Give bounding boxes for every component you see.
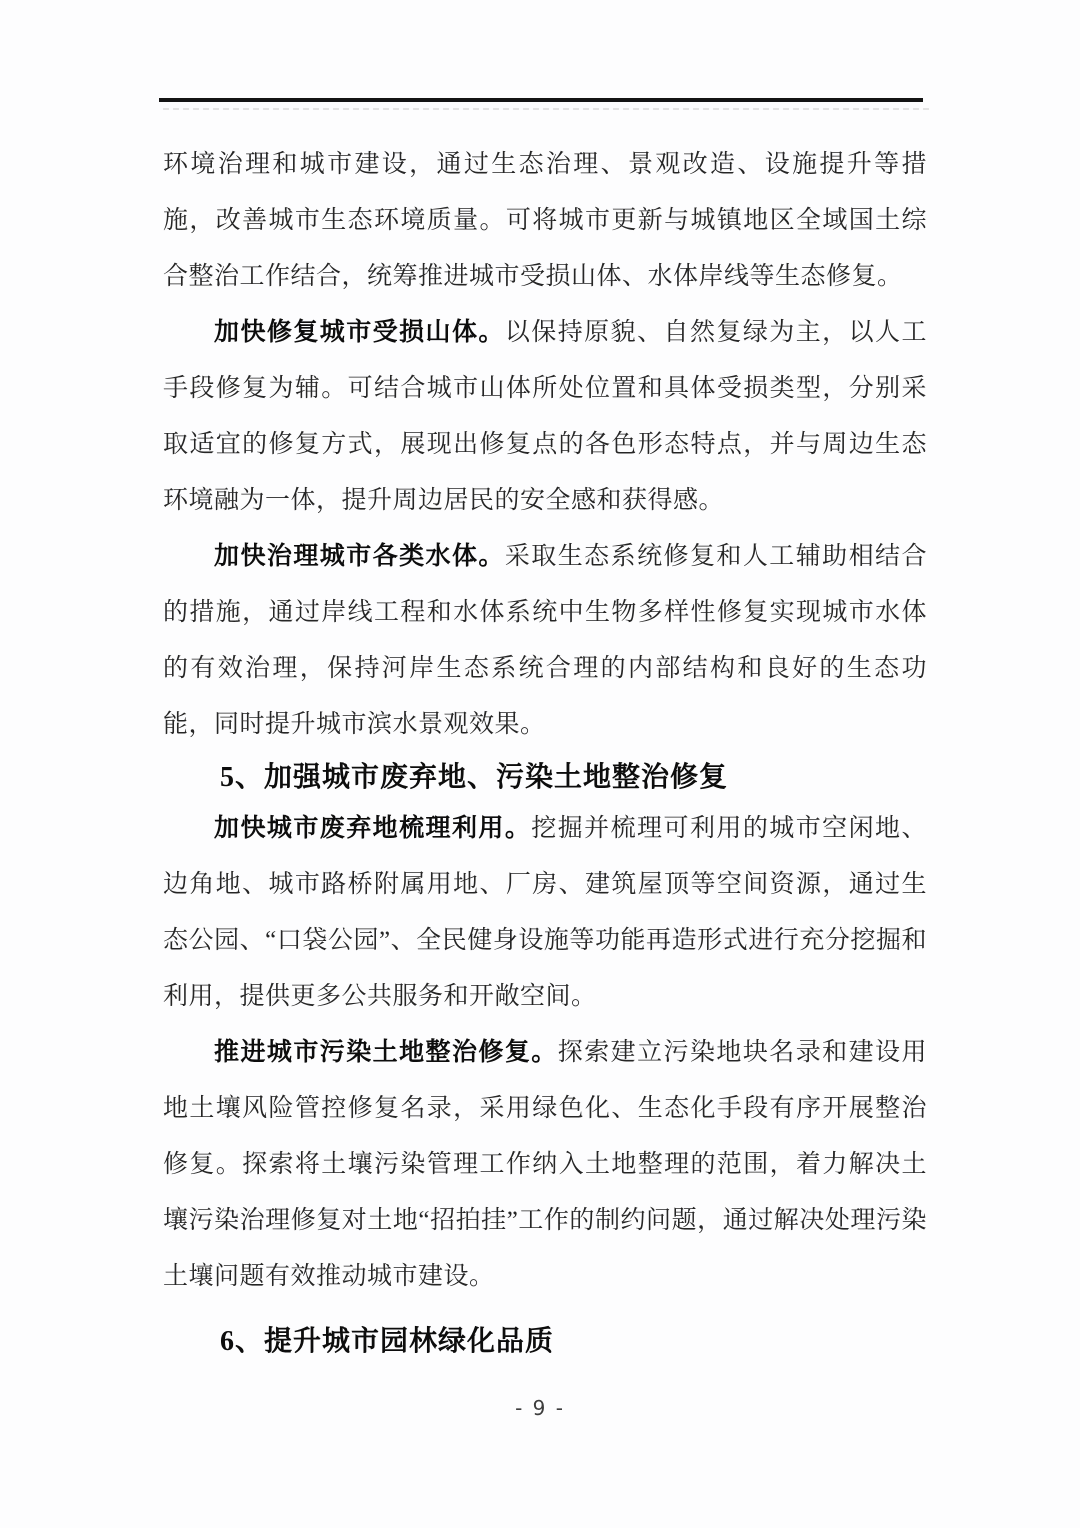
document-content (163, 137, 927, 1365)
paragraph-text: 以保持原貌、自然复绿为主，以人工手段修复为辅。可结合城市山体所处位置和具体受损类型，分别采取适宜的修复方式，展现出修复点的各色形态特点，并与周边生态环境融为一体，提升周边居民的安全感和获得感。 (163, 319, 927, 514)
paragraph-continuation (163, 137, 927, 305)
section-heading-6: 6、提升城市园林绿化品质 (220, 1326, 555, 1357)
section-heading-5: 5、加强城市废弃地、污染土地整治修复 (220, 762, 729, 793)
paragraph-wasteland-use (163, 801, 927, 1025)
paragraph-repair-mountains (163, 305, 927, 529)
header-rule-shadow (163, 108, 929, 110)
paragraph-text: 探索建立污染地块名录和建设用地土壤风险管控修复名录，采用绿色化、生态化手段有序开展整治修复。探索将土壤污染管理工作纳入土地整理的范围，着力解决土壤污染治理修复对土地“招拍挂”工作的制约问题，通过解决处理污染土壤问题有效推动城市建设。 (163, 1039, 927, 1290)
paragraph-lead: 加快修复城市受损山体。 (214, 319, 505, 346)
paragraph-lead: 加快城市废弃地梳理利用。 (214, 815, 532, 842)
paragraph-text: 采取生态系统修复和人工辅助相结合的措施，通过岸线工程和水体系统中生物多样性修复实现城市水体的有效治理，保持河岸生态系统合理的内部结构和良好的生态功能，同时提升城市滨水景观效果。 (163, 543, 927, 738)
paragraph-treat-waters (163, 529, 927, 753)
paragraph-text: 挖掘并梳理可利用的城市空闲地、边角地、城市路桥附属用地、厂房、建筑屋顶等空间资源，通过生态公园、“口袋公园”、全民健身设施等功能再造形式进行充分挖掘和利用，提供更多公共服务和开敞空间。 (163, 815, 927, 1010)
page-number: - 9 - (515, 1396, 565, 1420)
paragraph-polluted-land (163, 1025, 927, 1305)
header-rule (159, 98, 923, 102)
paragraph-text: 环境治理和城市建设，通过生态治理、景观改造、设施提升等措施，改善城市生态环境质量。可将城市更新与城镇地区全域国土综合整治工作结合，统筹推进城市受损山体、水体岸线等生态修复。 (163, 151, 927, 290)
paragraph-lead: 推进城市污染土地整治修复。 (214, 1039, 558, 1066)
paragraph-lead: 加快治理城市各类水体。 (214, 543, 505, 570)
